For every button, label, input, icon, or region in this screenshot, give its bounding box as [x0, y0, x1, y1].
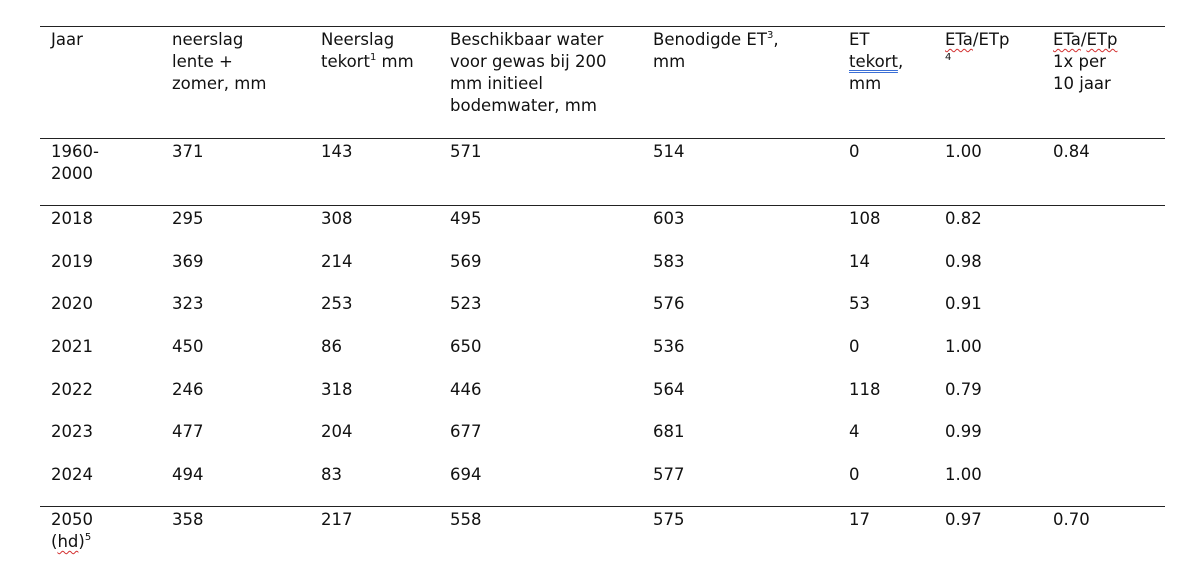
header-freq-etp: ETp [1086, 30, 1118, 49]
baseline-ettekort: 0 [849, 142, 860, 161]
row-neerslag: 494 [172, 465, 204, 484]
row-et: 564 [653, 380, 685, 399]
header-tekort-word: tekort [321, 52, 370, 71]
row-et: 577 [653, 465, 685, 484]
row-tekort: 253 [321, 294, 353, 313]
row-water: 650 [450, 337, 482, 356]
baseline-water: 571 [450, 142, 482, 161]
row-ratio: 1.00 [945, 465, 982, 484]
baseline-ratio: 1.00 [945, 142, 982, 161]
header-ratio-eta: ETa [945, 30, 973, 49]
header-ettekort-line2 [849, 51, 903, 73]
row-neerslag: 295 [172, 209, 204, 228]
header-tekort-unit: mm [376, 52, 414, 71]
table-top-rule [40, 26, 1165, 27]
header-neerslag-line1: neerslag [172, 30, 244, 49]
row-jaar: 2020 [51, 294, 93, 313]
header-et-suffix: , [773, 30, 779, 49]
header-eta-etp [945, 29, 1009, 65]
header-jaar-text: Jaar [51, 30, 83, 49]
row-ettekort: 0 [849, 337, 860, 356]
footnote-1-marker: 1 [369, 51, 377, 63]
row-ettekort: 118 [849, 380, 881, 399]
row-ratio: 0.79 [945, 380, 982, 399]
row-water: 523 [450, 294, 482, 313]
header-ettekort-word: tekort [849, 52, 898, 71]
row-water: 677 [450, 422, 482, 441]
row-neerslag: 369 [172, 252, 204, 271]
row-jaar: 2024 [51, 465, 93, 484]
baseline-jaar-line1: 1960- [51, 142, 99, 161]
header-neerslag-line2: lente + [172, 52, 233, 71]
table-row [0, 293, 1200, 315]
header-tekort [321, 29, 414, 73]
future-ratio: 0.97 [945, 510, 982, 529]
header-ettekort-suffix: , [897, 52, 904, 71]
baseline-jaar-line2: 2000 [51, 164, 93, 183]
header-jaar [51, 29, 83, 51]
baseline-freq: 0.84 [1053, 142, 1090, 161]
header-neerslag [172, 29, 266, 95]
header-et-tekort [849, 29, 903, 95]
row-ratio: 0.99 [945, 422, 982, 441]
header-frequency [1053, 29, 1117, 95]
row-ratio: 0.82 [945, 209, 982, 228]
row-ettekort: 108 [849, 209, 881, 228]
header-freq-line1 [1053, 29, 1117, 51]
future-neerslag: 358 [172, 510, 204, 529]
future-freq: 0.70 [1053, 510, 1090, 529]
header-water-line3: mm initieel [450, 74, 543, 93]
future-ettekort: 17 [849, 510, 870, 529]
row-ettekort: 0 [849, 465, 860, 484]
row-jaar: 2022 [51, 380, 93, 399]
row-neerslag: 323 [172, 294, 204, 313]
header-neerslag-line3: zomer, mm [172, 74, 267, 93]
row-water: 569 [450, 252, 482, 271]
future-jaar-line1: 2050 [51, 510, 93, 529]
footnote-4-marker: 4 [945, 52, 952, 63]
header-tekort-line1: Neerslag [321, 30, 395, 49]
row-tekort: 308 [321, 209, 353, 228]
header-et-text: Benodigde ET [653, 30, 767, 49]
row-neerslag: 450 [172, 337, 204, 356]
baseline-tekort: 143 [321, 142, 353, 161]
future-et: 575 [653, 510, 685, 529]
future-jaar-open: ( [51, 532, 58, 551]
baseline-bottom-rule [40, 205, 1165, 206]
baseline-neerslag: 371 [172, 142, 204, 161]
header-freq-slash: / [1080, 30, 1087, 49]
row-neerslag: 246 [172, 380, 204, 399]
row-water: 694 [450, 465, 482, 484]
baseline-et: 514 [653, 142, 685, 161]
row-tekort: 83 [321, 465, 342, 484]
row-jaar: 2019 [51, 252, 93, 271]
table-row [0, 251, 1200, 273]
row-tekort: 86 [321, 337, 342, 356]
row-ettekort: 53 [849, 294, 870, 313]
table-row [0, 464, 1200, 486]
header-ratio-rest: /ETp [972, 30, 1010, 49]
row-et: 536 [653, 337, 685, 356]
header-et-line1 [653, 29, 779, 51]
header-ettekort-line3: mm [849, 74, 882, 93]
row-tekort: 214 [321, 252, 353, 271]
table-row [0, 421, 1200, 443]
header-freq-line3: 10 jaar [1053, 74, 1111, 93]
row-neerslag: 477 [172, 422, 204, 441]
row-tekort: 204 [321, 422, 353, 441]
row-et: 681 [653, 422, 685, 441]
row-jaar: 2023 [51, 422, 93, 441]
row-ratio: 0.91 [945, 294, 982, 313]
header-et-line2: mm [653, 52, 686, 71]
header-freq-eta: ETa [1053, 30, 1081, 49]
row-et: 576 [653, 294, 685, 313]
row-tekort: 318 [321, 380, 353, 399]
future-jaar [51, 509, 93, 553]
future-jaar-line2 [51, 531, 93, 553]
header-ettekort-line1: ET [849, 30, 870, 49]
header-water-line1: Beschikbaar water [450, 30, 604, 49]
header-water-line2: voor gewas bij 200 [450, 52, 607, 71]
future-top-rule [40, 506, 1165, 507]
baseline-jaar [51, 141, 99, 185]
row-jaar: 2018 [51, 209, 93, 228]
table-row [0, 379, 1200, 401]
future-jaar-word: hd [57, 532, 79, 551]
row-et: 583 [653, 252, 685, 271]
header-water-line4: bodemwater, mm [450, 96, 597, 115]
row-ratio: 0.98 [945, 252, 982, 271]
future-water: 558 [450, 510, 482, 529]
header-freq-line2: 1x per [1053, 52, 1106, 71]
header-benodigde-et [653, 29, 779, 73]
future-jaar-close: ) [78, 532, 85, 551]
row-et: 603 [653, 209, 685, 228]
row-ratio: 1.00 [945, 337, 982, 356]
header-bottom-rule [40, 138, 1165, 139]
footnote-5-marker: 5 [84, 531, 92, 543]
future-tekort: 217 [321, 510, 353, 529]
row-ettekort: 14 [849, 252, 870, 271]
footnote-3-marker: 3 [766, 29, 774, 41]
row-ettekort: 4 [849, 422, 860, 441]
table-row [0, 336, 1200, 358]
row-water: 495 [450, 209, 482, 228]
table-row [0, 208, 1200, 230]
row-jaar: 2021 [51, 337, 93, 356]
header-tekort-line2 [321, 51, 414, 73]
header-ratio-line1 [945, 29, 1009, 51]
row-water: 446 [450, 380, 482, 399]
header-beschikbaar-water [450, 29, 606, 117]
